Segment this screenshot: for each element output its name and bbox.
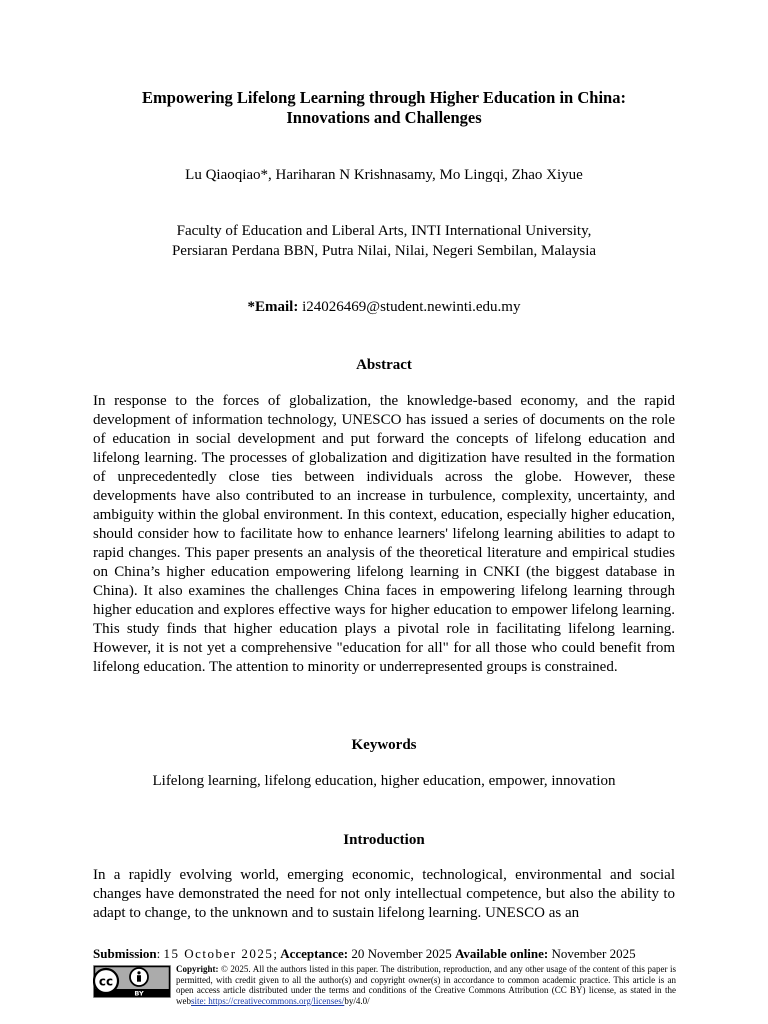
introduction-text: In a rapidly evolving world, emerging economic, technological, environmental and social changes have demonstrated the need for not only intellectual competence, but also the ability to adapt to change, to the unknown and to sustain lifelong learning. UNESCO as an [93,867,675,921]
affiliation [93,221,675,261]
acceptance-label: Acceptance: [280,946,349,961]
paper-title [93,88,675,128]
submission-label: Submission [93,946,157,961]
license-link[interactable]: site: https://creativecommons.org/licenses/ [191,995,345,1006]
title-line-1: Empowering Lifelong Learning through Higher Education in China: [142,88,626,107]
email-label: *Email: [247,299,299,315]
affiliation-line-1: Faculty of Education and Liberal Arts, INTI International University, [176,223,592,239]
title-line-2: Innovations and Challenges [286,108,482,127]
author-list: Lu Qiaoqiao*, Hariharan N Krishnasamy, Mo Lingqi, Zhao Xiyue [185,167,583,183]
cc-by-license-icon [93,965,171,998]
license-link-tail: by/4.0/ [344,995,370,1006]
acceptance-date: 20 November 2025 [351,946,452,961]
online-date: November 2025 [551,946,636,961]
corresponding-email [93,297,675,317]
svg-text:cc: cc [98,974,114,989]
introduction-heading: Introduction [343,832,425,848]
copyright-label: Copyright: [176,964,219,974]
copyright-text: © 2025. All the authors listed in this paper. The distribution, reproduction, and any other usage of the content of this paper is permitted, with credit given to all the author(s) and copyright owner(s) in accordance to common academic practice. This article is an open access article distributed under the terms and conditions of the Creative Commons Attribution (CC BY) license, as stated in the web [176,964,676,1006]
abstract-text: In response to the forces of globalization, the knowledge-based economy, and the rapid development of information technology, UNESCO has issued a series of documents on the role of education in social development and put forward the concepts of lifelong education and lifelong learning. The processes of globalization and digitization have resulted in the formation of unprecedentedly close ties between individuals across the globe. However, these developments have also contributed to an increase in turbulence, complexity, uncertainty, and ambiguity within the global environment. In this context, education, especially higher education, should consider how to facilitate how to enhance learners' lifelong learning abilities to adapt to rapid changes. This paper presents an analysis of the theoretical literature and empirical studies on China’s higher education empowering lifelong learning in CNKI (the biggest database in China). It also examines the challenges China faces in empowering lifelong learning through higher education and explores effective ways for higher education to empower lifelong learning. This study finds that higher education plays a pivotal role in facilitating lifelong learning. However, it is not yet a comprehensive "education for all" for all those who could benefit from lifelong education. The attention to minority or underrepresented groups is constrained. [93,393,675,675]
keywords-text: Lifelong learning, lifelong education, higher education, empower, innovation [152,773,616,789]
email-address[interactable]: i24026469@student.newinti.edu.my [302,299,521,315]
license-badge-text: BY [134,989,144,998]
abstract-heading: Abstract [356,357,412,373]
online-label: Available online: [454,946,549,961]
affiliation-line-2: Persiaran Perdana BBN, Putra Nilai, Nilai, Negeri Sembilan, Malaysia [171,243,597,259]
copyright-notice [176,964,676,1006]
keywords-heading: Keywords [351,737,417,753]
submission-date: 15 October 2025 [163,946,274,961]
submission-dates: Submission: 15 October 2025; Acceptance: 20 November 2025 Available online: November 2025 [93,946,636,961]
